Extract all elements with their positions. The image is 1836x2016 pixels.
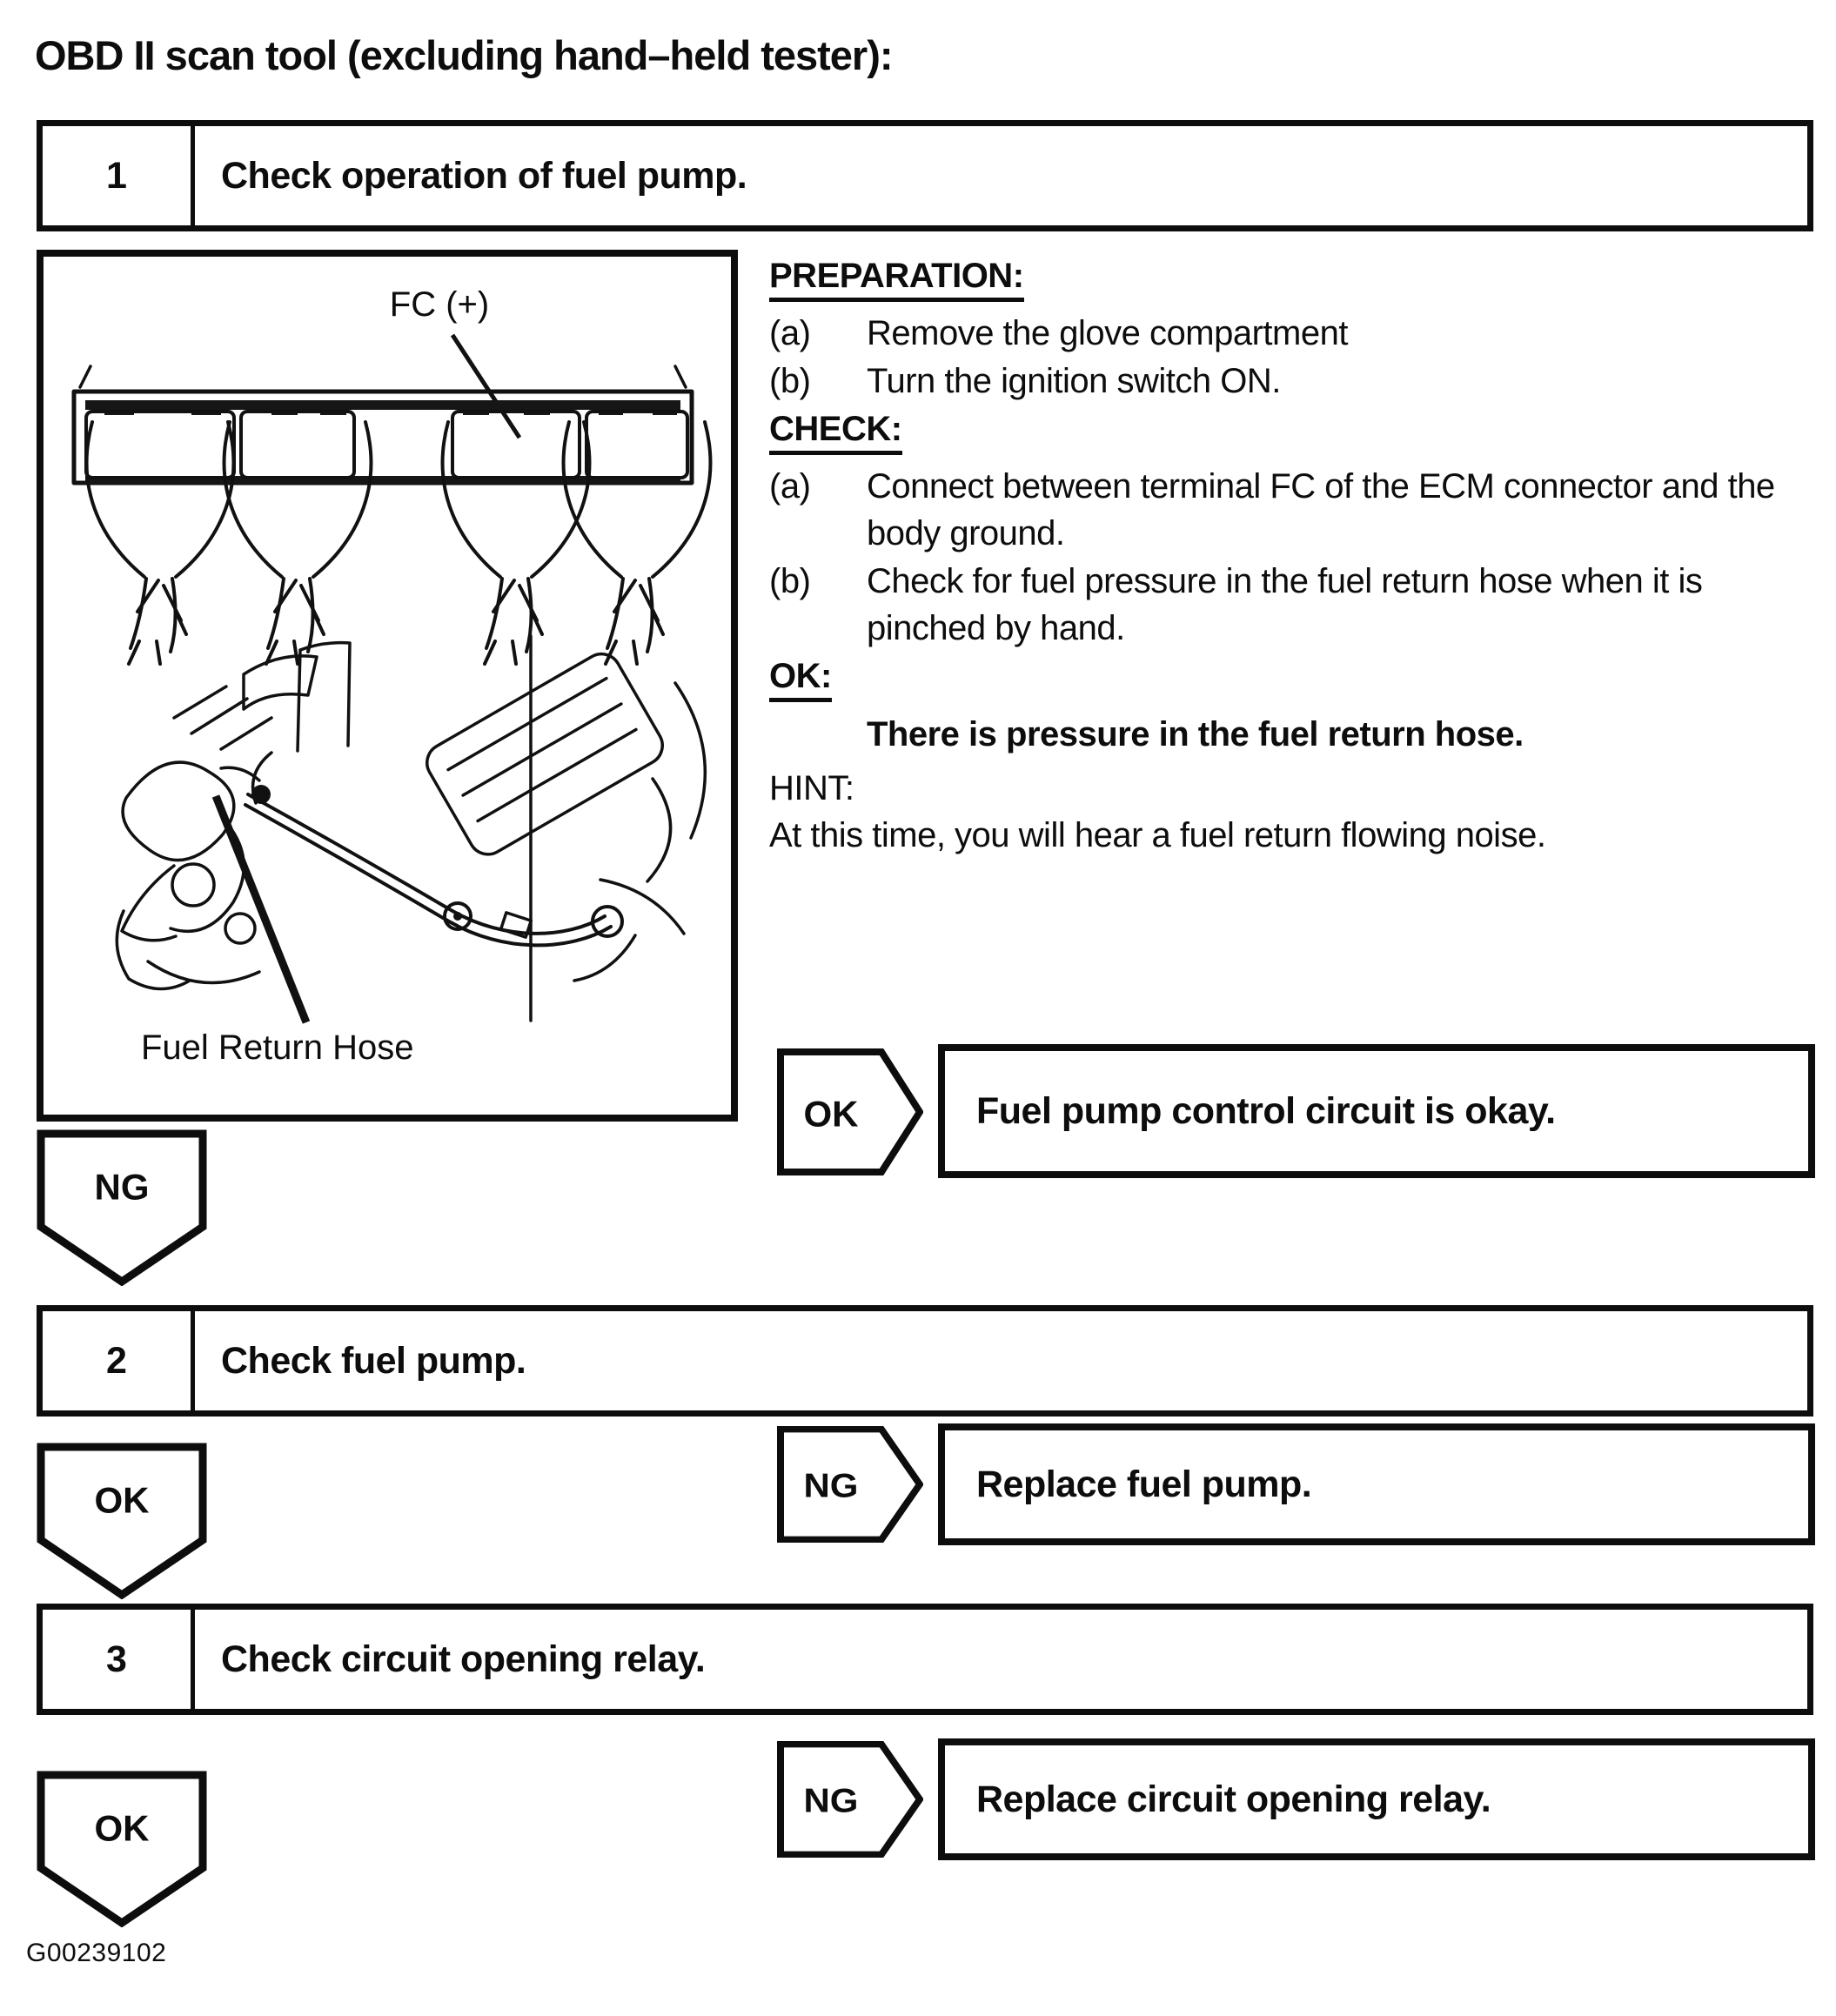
page-title: OBD II scan tool (excluding hand–held tester): (35, 32, 893, 78)
item-text: Turn the ignition switch ON. (867, 362, 1281, 400)
preparation-item-a (769, 310, 1831, 357)
figure-id: G00239102 (26, 1939, 167, 1967)
step-number: 3 (43, 1610, 195, 1709)
hint-heading: HINT: (769, 769, 854, 807)
procedure-text (769, 252, 1831, 859)
ok-connector-down-1 (37, 1443, 207, 1599)
step-label: Check operation of fuel pump. (221, 154, 747, 197)
ng-arrow-right-1 (777, 1426, 923, 1543)
item-text: Remove the glove compartment (867, 314, 1348, 352)
terminal-fc-label: FC (+) (389, 285, 490, 324)
step-label: Check circuit opening relay. (221, 1638, 706, 1680)
item-marker: (a) (769, 467, 811, 506)
ok-statement: There is pressure in the fuel return hose. (867, 715, 1524, 753)
ng-arrow-label: NG (803, 1782, 859, 1820)
check-item-a (769, 463, 1831, 557)
step-box-1 (37, 120, 1813, 231)
result-box-1: Fuel pump control circuit is okay. (938, 1044, 1815, 1178)
engine-drawing (117, 636, 705, 1022)
figure-panel (37, 250, 738, 1122)
step-box-3 (37, 1604, 1813, 1715)
ok-heading: OK: (769, 654, 832, 702)
preparation-heading: PREPARATION: (769, 254, 1024, 302)
ok-arrow-right-1 (777, 1048, 923, 1175)
ok-arrow-label: OK (803, 1093, 859, 1135)
item-marker: (b) (769, 562, 811, 600)
ng-arrow-label: NG (803, 1467, 859, 1505)
item-text: Connect between terminal FC of the ECM connector and the body ground. (867, 467, 1775, 553)
step-number: 2 (43, 1311, 195, 1410)
hint-text: At this time, you will hear a fuel return flowing noise. (769, 816, 1546, 854)
check-heading: CHECK: (769, 407, 902, 455)
result-box-3: Replace circuit opening relay. (938, 1738, 1815, 1860)
ok-connector-down-2 (37, 1771, 207, 1927)
check-item-b (769, 558, 1831, 652)
item-text: Check for fuel pressure in the fuel return hose when it is pinched by hand. (867, 562, 1703, 647)
ecm-and-engine-illustration (44, 257, 731, 1115)
ng-connector-down (37, 1129, 207, 1286)
step-number: 1 (43, 126, 195, 225)
ecm-connector-drawing (74, 366, 710, 664)
ok-connector-label: OK (94, 1807, 150, 1849)
step-box-2 (37, 1305, 1813, 1417)
item-marker: (a) (769, 314, 811, 352)
step-label: Check fuel pump. (221, 1339, 526, 1382)
ng-connector-label: NG (94, 1166, 150, 1208)
result-box-2: Replace fuel pump. (938, 1423, 1815, 1545)
fc-leader-line (452, 335, 519, 438)
ng-arrow-right-2 (777, 1741, 923, 1858)
preparation-item-b (769, 358, 1831, 405)
item-marker: (b) (769, 362, 811, 400)
ok-connector-label: OK (94, 1479, 150, 1521)
fuel-return-hose-label: Fuel Return Hose (141, 1028, 414, 1067)
